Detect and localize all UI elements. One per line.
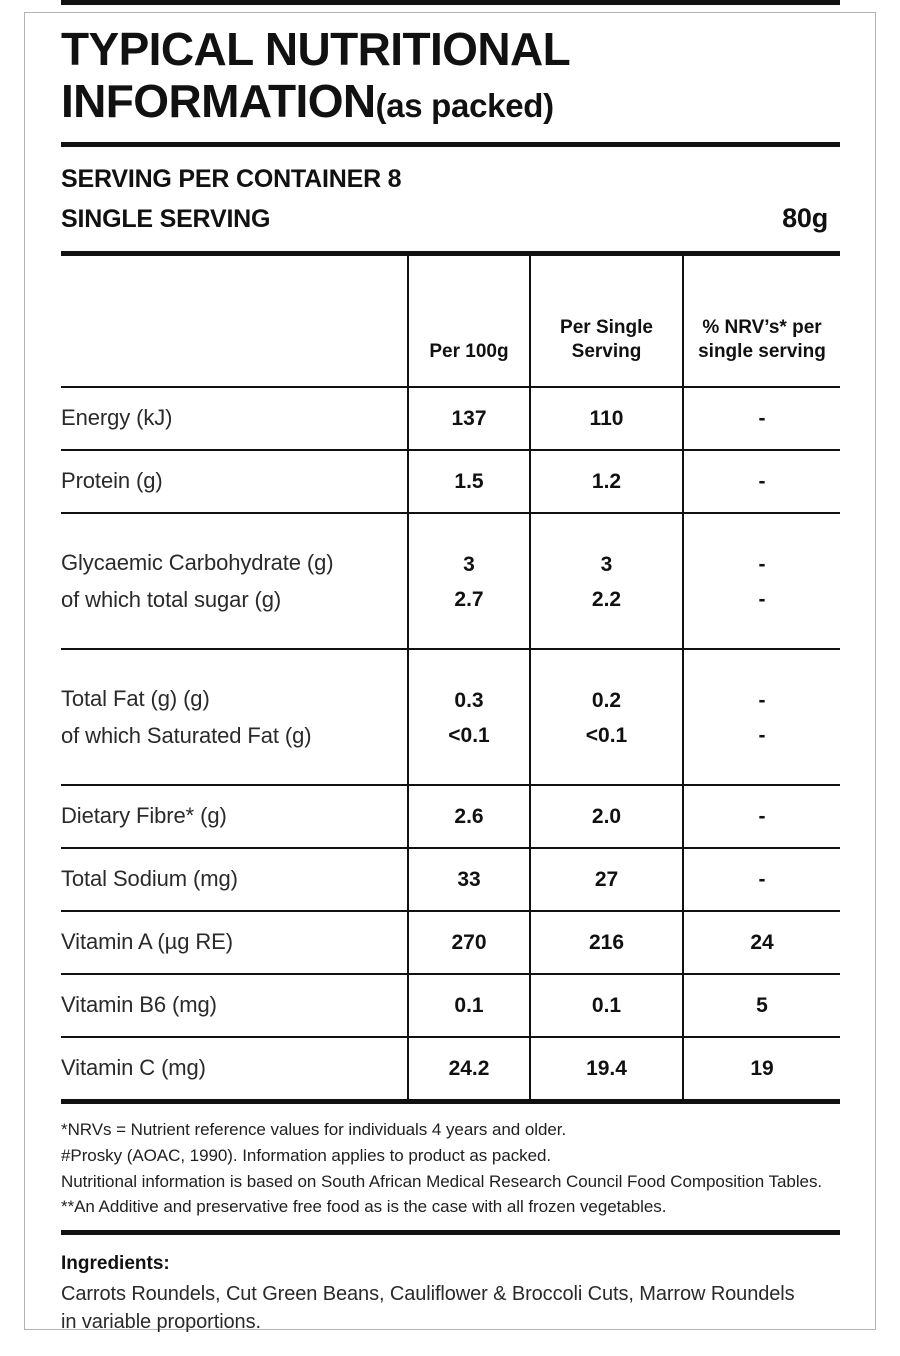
row-value-nrv: 24	[683, 911, 840, 974]
row-value-per-100g: 33	[408, 848, 530, 911]
table-row	[61, 785, 840, 848]
row-value-per-serving: 2.2	[530, 578, 683, 649]
page-title-suffix: (as packed)	[375, 87, 554, 125]
ingredients-line-1: Carrots Roundels, Cut Green Beans, Cauliflower & Broccoli Cuts, Marrow Roundels	[61, 1282, 795, 1305]
table-row	[61, 450, 840, 513]
page-title-line-2	[61, 75, 840, 127]
column-header-per-100g: Per 100g	[408, 253, 530, 387]
row-value-nrv: 19	[683, 1037, 840, 1102]
footnote-nrv: *NRVs = Nutrient reference values for individuals 4 years and older.	[61, 1119, 567, 1139]
row-value-per-serving: 19.4	[530, 1037, 683, 1102]
page-title-line-1: TYPICAL NUTRITIONAL	[61, 23, 571, 75]
page-title-main: INFORMATION	[61, 75, 376, 128]
ingredients-line-2: in variable proportions.	[61, 1310, 261, 1333]
row-value-nrv: -	[683, 513, 840, 578]
row-label: Vitamin A (µg RE)	[61, 911, 408, 974]
ingredients-title: Ingredients:	[61, 1253, 170, 1275]
serving-per-container-row	[61, 161, 840, 199]
row-value-nrv: -	[683, 848, 840, 911]
footnotes-block	[61, 1104, 840, 1230]
row-label: Vitamin B6 (mg)	[61, 974, 408, 1037]
row-label: of which Saturated Fat (g)	[61, 722, 312, 748]
row-value-per-serving: 110	[530, 387, 683, 450]
table-header-row	[61, 253, 840, 387]
row-value-nrv: -	[683, 649, 840, 714]
single-serving-label: SINGLE SERVING	[61, 205, 271, 234]
row-label: Energy (kJ)	[61, 387, 408, 450]
row-value-per-serving: 2.0	[530, 785, 683, 848]
table-row	[61, 848, 840, 911]
table-row	[61, 578, 840, 649]
row-value-nrv: -	[683, 450, 840, 513]
row-value-per-100g: 24.2	[408, 1037, 530, 1102]
footnote-prosky: #Prosky (AOAC, 1990). Information applies to product as packed.	[61, 1145, 552, 1165]
table-row	[61, 1037, 840, 1102]
column-header-per-single-serving	[530, 253, 683, 387]
row-value-per-100g: <0.1	[408, 714, 530, 785]
row-value-per-100g: 1.5	[408, 450, 530, 513]
row-label: of which total sugar (g)	[61, 586, 282, 612]
title-block	[61, 5, 840, 142]
row-value-per-100g: 2.7	[408, 578, 530, 649]
column-header-per-single-serving-line2: Serving	[571, 341, 642, 363]
serving-per-container-label: SERVING PER CONTAINER 8	[61, 164, 402, 193]
column-header-nrv-line2: single serving	[698, 341, 826, 363]
row-value-nrv: 5	[683, 974, 840, 1037]
footnote-additive: **An Additive and preservative free food as is the case with all frozen vegetables.	[61, 1197, 667, 1217]
row-value-nrv: -	[683, 387, 840, 450]
row-value-per-100g: 0.1	[408, 974, 530, 1037]
row-value-per-serving: 1.2	[530, 450, 683, 513]
row-value-nrv: -	[683, 785, 840, 848]
column-header-nrv	[683, 253, 840, 387]
row-value-nrv: -	[683, 714, 840, 785]
row-value-nrv: -	[683, 578, 840, 649]
table-row	[61, 974, 840, 1037]
nutrition-table	[61, 251, 840, 1104]
table-row	[61, 649, 840, 714]
row-value-per-serving: 3	[530, 513, 683, 578]
row-label: Vitamin C (mg)	[61, 1037, 408, 1102]
column-header-label	[61, 253, 408, 387]
row-label: Total Sodium (mg)	[61, 848, 408, 911]
ingredients-block	[61, 1235, 840, 1336]
row-value-per-serving: 27	[530, 848, 683, 911]
serving-block	[61, 147, 840, 251]
single-serving-amount: 80g	[782, 203, 828, 234]
row-value-per-serving: <0.1	[530, 714, 683, 785]
row-value-per-100g: 3	[408, 513, 530, 578]
row-value-per-100g: 137	[408, 387, 530, 450]
row-value-per-serving: 216	[530, 911, 683, 974]
row-label: Glycaemic Carbohydrate (g)	[61, 513, 408, 578]
footnote-source: Nutritional information is based on South African Medical Research Council Food Composition Tables.	[61, 1171, 823, 1191]
column-header-nrv-line1: % NRV’s* per	[702, 317, 822, 339]
table-row	[61, 387, 840, 450]
row-label: Dietary Fibre* (g)	[61, 785, 408, 848]
table-row	[61, 714, 840, 785]
single-serving-row	[61, 198, 840, 239]
row-label: Protein (g)	[61, 450, 408, 513]
table-row	[61, 911, 840, 974]
table-row	[61, 513, 840, 578]
row-value-per-100g: 2.6	[408, 785, 530, 848]
row-value-per-100g: 270	[408, 911, 530, 974]
row-value-per-100g: 0.3	[408, 649, 530, 714]
label-content	[61, 0, 840, 1336]
row-label: Total Fat (g) (g)	[61, 649, 408, 714]
row-value-per-serving: 0.1	[530, 974, 683, 1037]
column-header-per-single-serving-line1: Per Single	[560, 317, 653, 339]
row-value-per-serving: 0.2	[530, 649, 683, 714]
